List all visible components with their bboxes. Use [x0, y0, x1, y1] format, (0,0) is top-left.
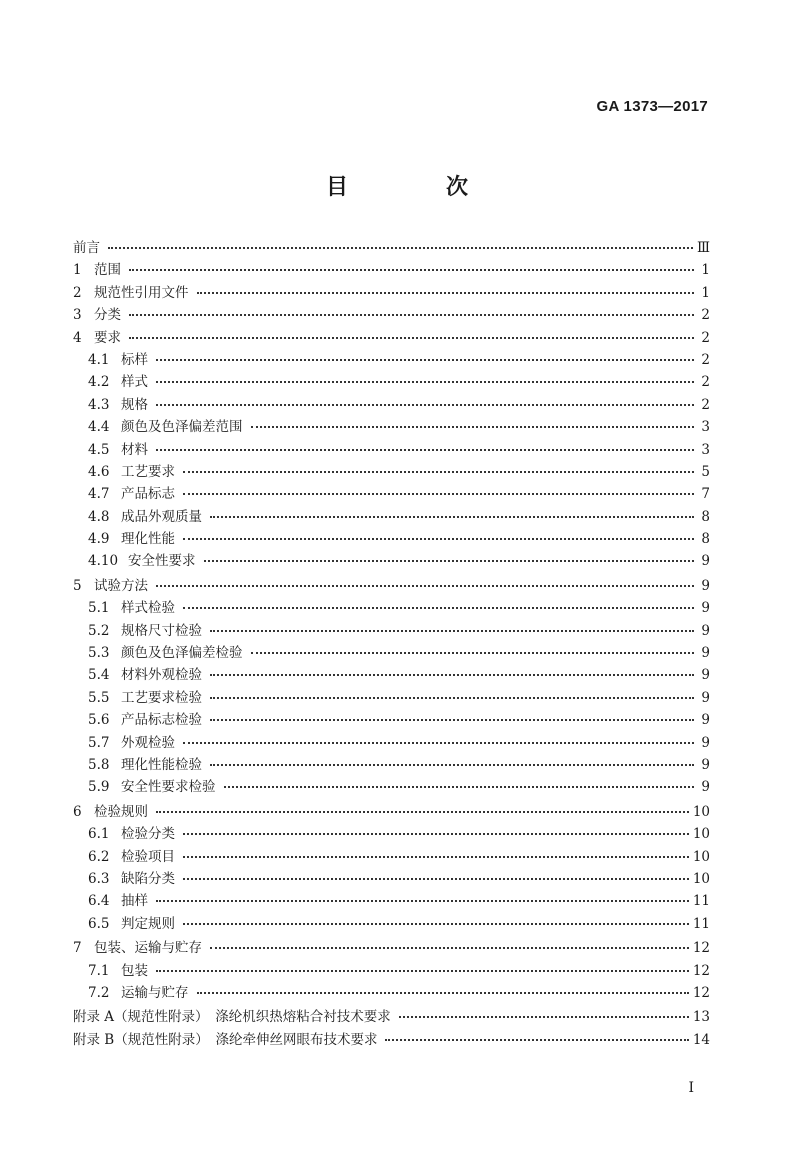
- toc-entry-page: 9: [701, 577, 710, 594]
- toc-entry[interactable]: [73, 506, 710, 528]
- toc-entry[interactable]: [73, 754, 710, 776]
- toc-entry-page: 10: [692, 870, 710, 887]
- toc-entry-label: 检验规则: [94, 803, 148, 820]
- dot-leader: [210, 697, 694, 699]
- toc-entry-label: 分类: [94, 307, 121, 324]
- toc-entry-number: 4.3: [88, 396, 110, 413]
- toc-entry-page: 9: [701, 645, 710, 662]
- table-of-contents: [73, 237, 710, 1051]
- toc-entry-page: 13: [692, 1009, 710, 1026]
- toc-entry-page: 12: [692, 940, 710, 957]
- toc-entry-page: 1: [701, 284, 710, 301]
- toc-entry[interactable]: [73, 371, 710, 393]
- toc-entry-number: 5.1: [88, 600, 110, 617]
- toc-entry-page: 11: [692, 915, 710, 932]
- toc-entry-number: 4.6: [88, 463, 110, 480]
- toc-entry[interactable]: [73, 868, 710, 890]
- toc-entry[interactable]: [73, 349, 710, 371]
- toc-entry-label: 运输与贮存: [121, 984, 189, 1001]
- dot-leader: [183, 856, 689, 858]
- toc-entry[interactable]: [73, 282, 710, 304]
- toc-entry[interactable]: [73, 575, 710, 597]
- toc-entry-label: 范围: [94, 262, 121, 279]
- toc-entry[interactable]: [73, 1029, 710, 1051]
- dot-leader: [108, 247, 693, 249]
- toc-entry-label: 成品外观质量: [121, 508, 202, 525]
- toc-entry-number: 5: [73, 577, 82, 594]
- toc-entry-number: 6.3: [88, 870, 110, 887]
- toc-entry[interactable]: [73, 709, 710, 731]
- toc-entry-number: 4.1: [88, 351, 110, 368]
- toc-entry-number: 4.7: [88, 486, 110, 503]
- toc-entry-number: 6.1: [88, 826, 110, 843]
- toc-entry[interactable]: [73, 846, 710, 868]
- toc-entry-label: 抽样: [121, 893, 148, 910]
- dot-leader: [399, 1016, 689, 1018]
- toc-entry-page: 9: [701, 667, 710, 684]
- dot-leader: [156, 585, 694, 587]
- toc-entry-label: 检验项目: [121, 848, 175, 865]
- dot-leader: [210, 947, 689, 949]
- toc-entry[interactable]: [73, 620, 710, 642]
- dot-leader: [183, 471, 694, 473]
- toc-entry-number: 3: [73, 307, 82, 324]
- toc-entry-number: 6: [73, 803, 82, 820]
- toc-entry-page: 9: [701, 734, 710, 751]
- toc-entry-page: 9: [701, 779, 710, 796]
- toc-entry[interactable]: [73, 687, 710, 709]
- toc-entry-label: 颜色及色泽偏差范围: [121, 419, 243, 436]
- toc-entry-page: 9: [701, 756, 710, 773]
- toc-entry[interactable]: [73, 394, 710, 416]
- dot-leader: [156, 811, 689, 813]
- toc-entry-number: 7.2: [88, 984, 110, 1001]
- toc-entry[interactable]: [73, 823, 710, 845]
- toc-entry-number: 5.5: [88, 689, 110, 706]
- toc-entry-page: 8: [701, 531, 710, 548]
- toc-entry-page: 12: [692, 984, 710, 1001]
- toc-entry[interactable]: [73, 461, 710, 483]
- toc-entry-page: 5: [701, 463, 710, 480]
- dot-leader: [156, 359, 694, 361]
- dot-leader: [129, 314, 694, 316]
- toc-entry-number: 5.6: [88, 712, 110, 729]
- toc-entry-label: 安全性要求: [128, 553, 196, 570]
- toc-entry-number: 4.10: [88, 553, 119, 570]
- toc-entry[interactable]: [73, 439, 710, 461]
- toc-entry-page: 9: [701, 600, 710, 617]
- dot-leader: [156, 404, 694, 406]
- toc-entry-page: 2: [701, 307, 710, 324]
- dot-leader: [183, 538, 694, 540]
- standard-code: GA 1373—2017: [596, 98, 708, 115]
- dot-leader: [210, 764, 694, 766]
- dot-leader: [156, 900, 689, 902]
- dot-leader: [129, 269, 694, 271]
- toc-entry[interactable]: [73, 597, 710, 619]
- toc-entry[interactable]: [73, 550, 710, 572]
- toc-entry[interactable]: [73, 327, 710, 349]
- toc-entry-number: 5.3: [88, 645, 110, 662]
- toc-entry-label: 样式检验: [121, 600, 175, 617]
- toc-entry-label: 试验方法: [94, 577, 148, 594]
- toc-entry-page: 2: [701, 396, 710, 413]
- toc-entry-label: 要求: [94, 329, 121, 346]
- toc-entry[interactable]: [73, 1006, 710, 1028]
- toc-entry[interactable]: [73, 801, 710, 823]
- toc-entry-label: 理化性能: [121, 531, 175, 548]
- toc-entry-number: 6.2: [88, 848, 110, 865]
- toc-entry-page: 9: [701, 712, 710, 729]
- toc-entry-label: 附录 B（规范性附录） 涤纶牵伸丝网眼布技术要求: [73, 1031, 378, 1048]
- toc-entry[interactable]: [73, 304, 710, 326]
- toc-entry-number: 1: [73, 262, 82, 279]
- dot-leader: [210, 630, 694, 632]
- toc-entry-page: 2: [701, 351, 710, 368]
- toc-entry[interactable]: [73, 982, 710, 1004]
- dot-leader: [197, 992, 689, 994]
- dot-leader: [183, 742, 694, 744]
- toc-entry[interactable]: [73, 776, 710, 798]
- toc-entry[interactable]: [73, 237, 710, 259]
- toc-entry[interactable]: [73, 416, 710, 438]
- dot-leader: [210, 516, 694, 518]
- toc-entry-label: 检验分类: [121, 826, 175, 843]
- toc-entry-page: 10: [692, 803, 710, 820]
- toc-entry-page: 3: [701, 419, 710, 436]
- toc-entry-label: 理化性能检验: [121, 756, 202, 773]
- dot-leader: [251, 652, 695, 654]
- dot-leader: [183, 493, 694, 495]
- dot-leader: [156, 970, 689, 972]
- toc-entry[interactable]: [73, 913, 710, 935]
- toc-entry-page: 9: [701, 689, 710, 706]
- toc-entry-label: 附录 A（规范性附录） 涤纶机织热熔粘合衬技术要求: [73, 1009, 391, 1026]
- toc-entry-label: 产品标志检验: [121, 712, 202, 729]
- toc-entry-page: 7: [701, 486, 710, 503]
- dot-leader: [183, 923, 689, 925]
- toc-entry-label: 规格: [121, 396, 148, 413]
- toc-entry[interactable]: [73, 642, 710, 664]
- toc-entry-label: 包装、运输与贮存: [94, 940, 202, 957]
- toc-entry-number: 4.8: [88, 508, 110, 525]
- toc-entry-number: 5.8: [88, 756, 110, 773]
- toc-entry-page: 1: [701, 262, 710, 279]
- toc-entry-label: 样式: [121, 374, 148, 391]
- toc-entry-number: 4.2: [88, 374, 110, 391]
- toc-entry-label: 缺陷分类: [121, 870, 175, 887]
- toc-entry[interactable]: [73, 528, 710, 550]
- dot-leader: [210, 674, 694, 676]
- toc-entry-page: 10: [692, 826, 710, 843]
- dot-leader: [129, 337, 694, 339]
- toc-entry-label: 标样: [121, 351, 148, 368]
- toc-entry-label: 材料外观检验: [121, 667, 202, 684]
- toc-entry-page: 8: [701, 508, 710, 525]
- dot-leader: [183, 878, 689, 880]
- toc-entry-label: 颜色及色泽偏差检验: [121, 645, 243, 662]
- toc-entry[interactable]: [73, 664, 710, 686]
- toc-entry-number: 2: [73, 284, 82, 301]
- dot-leader: [197, 292, 695, 294]
- toc-entry-label: 判定规则: [121, 915, 175, 932]
- toc-entry-number: 4: [73, 329, 82, 346]
- toc-entry-page: 12: [692, 962, 710, 979]
- toc-entry[interactable]: [73, 937, 710, 959]
- toc-entry-page: 2: [701, 374, 710, 391]
- dot-leader: [156, 449, 694, 451]
- dot-leader: [183, 833, 689, 835]
- toc-entry-label: 工艺要求: [121, 463, 175, 480]
- toc-entry-label: 规范性引用文件: [94, 284, 189, 301]
- toc-entry-number: 7: [73, 940, 82, 957]
- toc-entry-number: 6.5: [88, 915, 110, 932]
- toc-entry[interactable]: [73, 483, 710, 505]
- dot-leader: [224, 786, 695, 788]
- toc-entry-label: 包装: [121, 962, 148, 979]
- toc-entry-number: 6.4: [88, 893, 110, 910]
- toc-entry-number: 4.5: [88, 441, 110, 458]
- dot-leader: [251, 426, 695, 428]
- toc-entry-number: 7.1: [88, 962, 110, 979]
- toc-entry[interactable]: [73, 732, 710, 754]
- toc-entry-page: 14: [692, 1031, 710, 1048]
- dot-leader: [210, 719, 694, 721]
- toc-entry-page: 9: [701, 553, 710, 570]
- toc-entry-number: 4.4: [88, 419, 110, 436]
- toc-entry[interactable]: [73, 960, 710, 982]
- dot-leader: [183, 607, 694, 609]
- toc-entry-number: 5.2: [88, 622, 110, 639]
- toc-entry-page: 2: [701, 329, 710, 346]
- dot-leader: [204, 560, 695, 562]
- toc-entry-number: 5.7: [88, 734, 110, 751]
- toc-entry-number: 5.9: [88, 779, 110, 796]
- toc-entry[interactable]: [73, 259, 710, 281]
- toc-entry-page: 10: [692, 848, 710, 865]
- toc-entry-page: 9: [701, 622, 710, 639]
- toc-entry-page: Ⅲ: [696, 240, 710, 256]
- toc-entry-label: 前言: [73, 240, 100, 256]
- toc-entry-number: 4.9: [88, 531, 110, 548]
- toc-entry-page: 11: [692, 893, 710, 910]
- toc-entry-label: 规格尺寸检验: [121, 622, 202, 639]
- toc-entry-label: 工艺要求检验: [121, 689, 202, 706]
- toc-entry-label: 外观检验: [121, 734, 175, 751]
- toc-entry-page: 3: [701, 441, 710, 458]
- dot-leader: [385, 1039, 688, 1041]
- toc-entry-label: 产品标志: [121, 486, 175, 503]
- page-number: I: [688, 1080, 694, 1096]
- toc-entry-number: 5.4: [88, 667, 110, 684]
- page-title: 目 次: [325, 175, 506, 200]
- toc-entry[interactable]: [73, 890, 710, 912]
- toc-entry-label: 材料: [121, 441, 148, 458]
- toc-entry-label: 安全性要求检验: [121, 779, 216, 796]
- dot-leader: [156, 381, 694, 383]
